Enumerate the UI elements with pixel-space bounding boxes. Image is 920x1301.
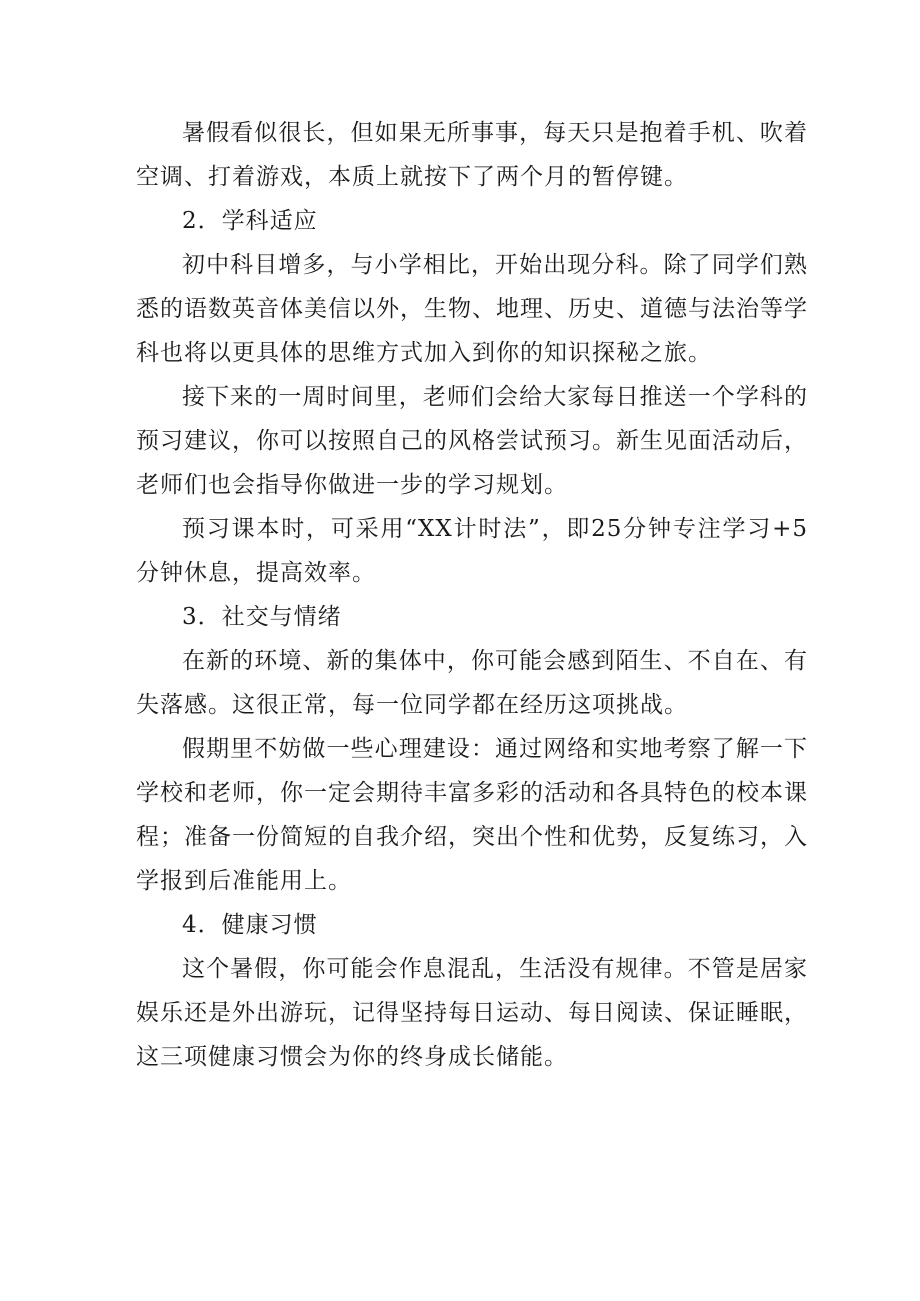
paragraph-timing-method: 预习课本时，可采用“XX计时法”，即25分钟专注学习+5分钟休息，提高效率。 — [136, 516, 808, 586]
paragraph-mental-preparation: 假期里不妨做一些心理建设：通过网络和实地考察了解一下学校和老师，你一定会期待丰富多彩的活动和各具特色的校本课程；准备一份简短的自我介绍，突出个性和优势，反复练习，入学报到后准能用上。 — [136, 736, 808, 894]
paragraph-preview-suggestions: 接下来的一周时间里，老师们会给大家每日推送一个学科的预习建议，你可以按照自己的风格尝试预习。新生见面活动后，老师们也会指导你做进一步的学习规划。 — [136, 384, 808, 498]
paragraph-new-subjects: 初中科目增多，与小学相比，开始出现分科。除了同学们熟悉的语数英音体美信以外，生物、地理、历史、道德与法治等学科也将以更具体的思维方式加入到你的知识探秘之旅。 — [136, 252, 808, 366]
section-heading-healthy-habits: 4．健康习惯 — [182, 912, 318, 938]
section-heading-social-emotion: 3．社交与情绪 — [182, 604, 342, 630]
paragraph-healthy-habits: 这个暑假，你可能会作息混乱，生活没有规律。不管是居家娱乐还是外出游玩，记得坚持每日运动、每日阅读、保证睡眠，这三项健康习惯会为你的终身成长储能。 — [136, 956, 808, 1070]
document-body — [136, 111, 808, 1079]
paragraph-summer-pause: 暑假看似很长，但如果无所事事，每天只是抱着手机、吹着空调、打着游戏，本质上就按下了两个月的暂停键。 — [136, 120, 808, 190]
section-heading-subject-adaptation: 2．学科适应 — [182, 208, 318, 234]
paragraph-new-environment: 在新的环境、新的集体中，你可能会感到陌生、不自在、有失落感。这很正常，每一位同学都在经历这项挑战。 — [136, 648, 808, 718]
